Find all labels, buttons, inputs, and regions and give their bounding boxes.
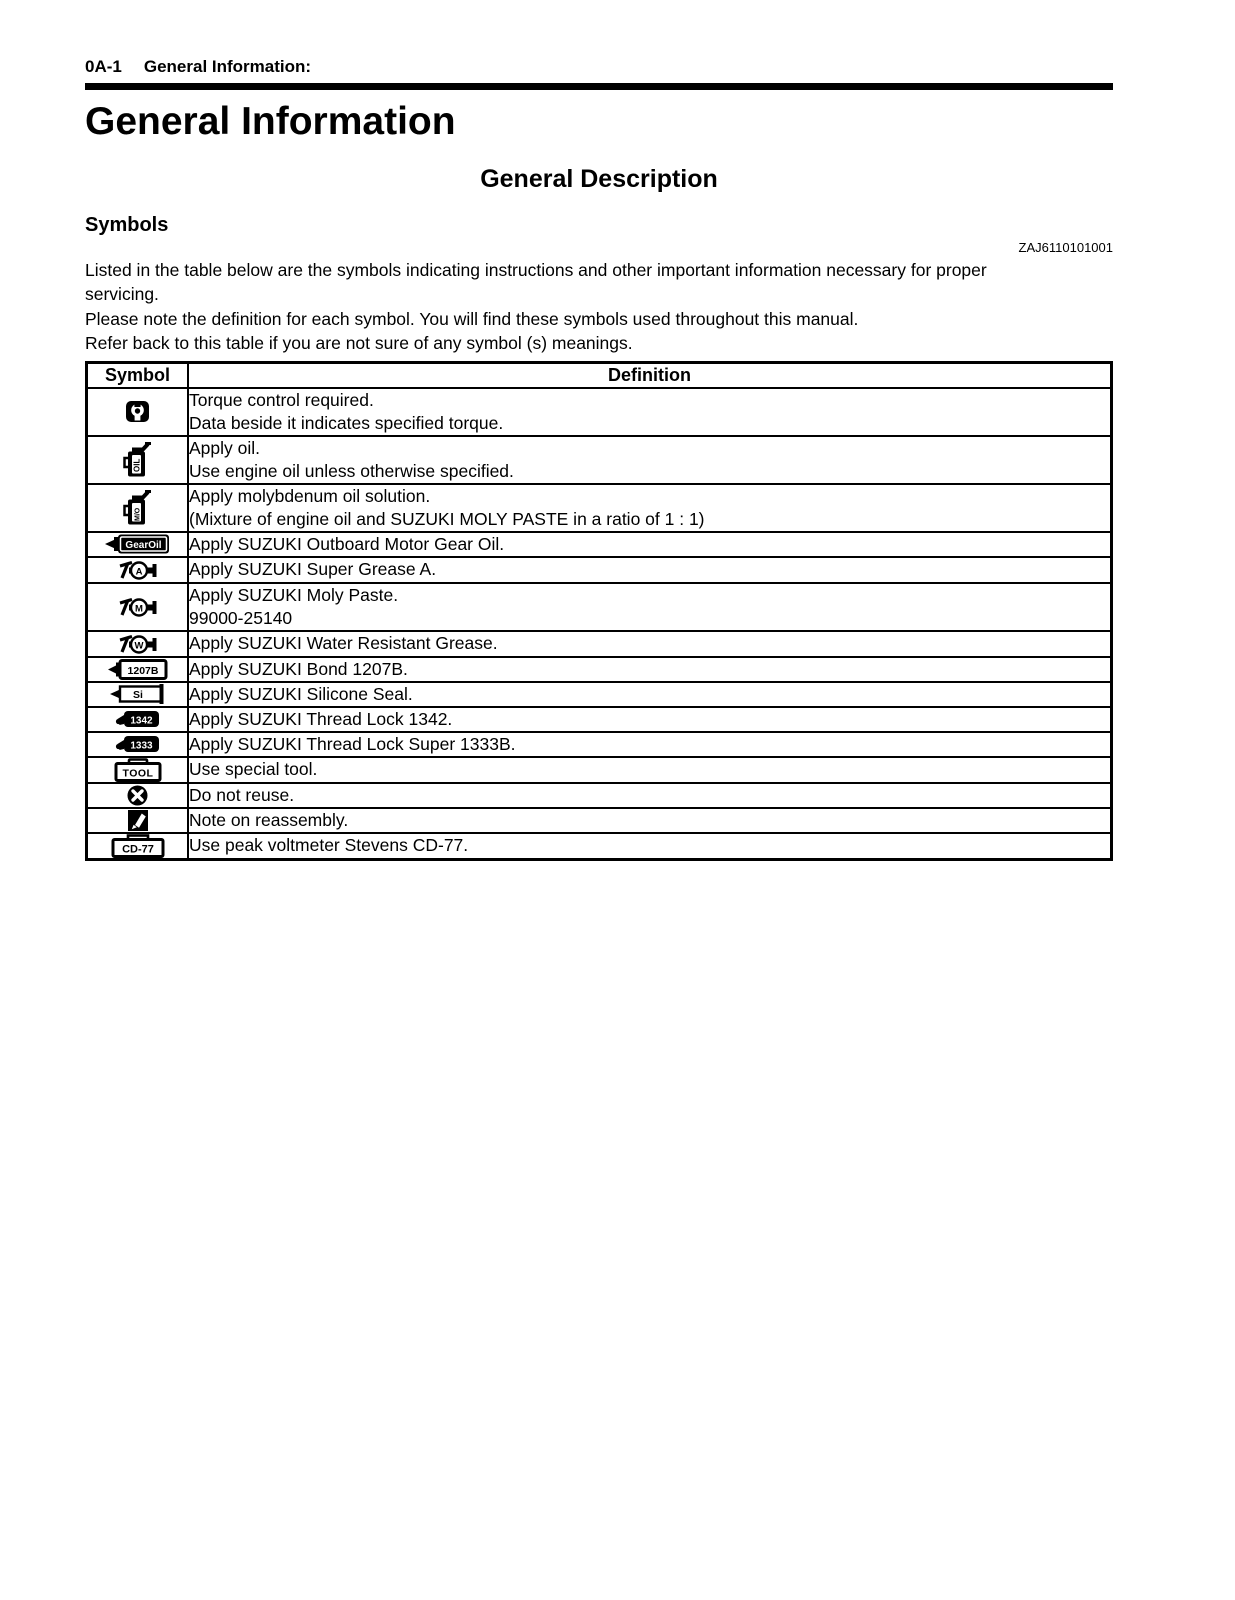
- symbol-cell: [87, 682, 189, 707]
- definition-cell: [188, 682, 1112, 707]
- symbol-cell: [87, 436, 189, 484]
- definition-line: Apply SUZUKI Moly Paste.: [189, 584, 399, 605]
- moly-oil-can-icon: [123, 489, 152, 526]
- definition-line: (Mixture of engine oil and SUZUKI MOLY PASTE in a ratio of 1 : 1): [189, 508, 705, 529]
- oil-can-icon: [123, 441, 152, 478]
- definition-cell: [188, 657, 1112, 682]
- definition-line: Use special tool.: [189, 759, 318, 780]
- symbol-cell: [87, 707, 189, 732]
- definition-cell: [188, 532, 1112, 557]
- definition-cell: [188, 388, 1112, 436]
- do-not-reuse-icon: [127, 785, 148, 806]
- page-title: General Information: [85, 100, 456, 143]
- definition-cell: [188, 783, 1112, 808]
- definition-line: Apply SUZUKI Super Grease A.: [189, 559, 437, 580]
- intro-line: Please note the definition for each symbol. You will find these symbols used throughout this manual.: [85, 308, 859, 329]
- intro-line: servicing.: [85, 284, 159, 305]
- symbol-cell: [87, 484, 189, 532]
- section-code: 0A-1: [85, 57, 122, 76]
- definition-line: Apply SUZUKI Thread Lock Super 1333B.: [189, 733, 516, 754]
- table-row: [87, 436, 1112, 484]
- thread-lock-1333-label: 1333: [129, 740, 153, 752]
- table-row: [87, 833, 1112, 860]
- definition-line: Torque control required.: [189, 389, 374, 410]
- definition-column-header: Definition: [188, 362, 1112, 388]
- gear-oil-label: GearOil: [124, 540, 162, 552]
- header-rule: [85, 83, 1113, 90]
- definition-cell: [188, 732, 1112, 757]
- thread-lock-1342-bottle-icon: [115, 709, 161, 729]
- definition-line: Use peak voltmeter Stevens CD-77.: [189, 835, 469, 856]
- gear-oil-tube-icon: [105, 534, 171, 554]
- symbol-cell: [87, 757, 189, 783]
- definition-line: Apply SUZUKI Water Resistant Grease.: [189, 633, 498, 654]
- symbol-cell: [87, 657, 189, 682]
- peak-voltmeter-cd77-icon: [111, 834, 165, 858]
- grease-gun-w-icon: [118, 632, 158, 656]
- definition-cell: [188, 436, 1112, 484]
- definition-line: Apply oil.: [189, 437, 261, 458]
- grease-gun-w-label: W: [134, 640, 143, 652]
- table-row: [87, 808, 1112, 833]
- definition-line: Apply SUZUKI Thread Lock 1342.: [189, 708, 453, 729]
- page-header: [85, 57, 1113, 77]
- definition-line: Data beside it indicates specified torque.: [189, 412, 504, 433]
- table-row: [87, 757, 1112, 783]
- bond-1207b-label: 1207B: [127, 664, 158, 677]
- symbol-cell: [87, 631, 189, 657]
- note-pencil-icon: [128, 810, 148, 831]
- symbol-cell: [87, 583, 189, 631]
- special-tool-box-icon: [114, 758, 162, 782]
- silicone-seal-tube-icon: [110, 684, 166, 704]
- table-row: [87, 631, 1112, 657]
- definition-line: Do not reuse.: [189, 784, 295, 805]
- definition-line: Note on reassembly.: [189, 809, 349, 830]
- section-title: General Information:: [143, 57, 312, 76]
- table-row: [87, 732, 1112, 757]
- definition-cell: [188, 808, 1112, 833]
- symbols-table: [85, 361, 1113, 861]
- table-row: [87, 484, 1112, 532]
- table-row: [87, 583, 1112, 631]
- definition-line: Apply SUZUKI Outboard Motor Gear Oil.: [189, 533, 505, 554]
- definition-line: Use engine oil unless otherwise specified.: [189, 460, 514, 481]
- symbol-cell: [87, 532, 189, 557]
- symbol-cell: [87, 783, 189, 808]
- special-tool-label: TOOL: [122, 767, 153, 780]
- reference-code: ZAJ6110101001: [1018, 239, 1113, 255]
- table-row: [87, 532, 1112, 557]
- oil-can-label: OIL: [132, 459, 142, 473]
- symbol-column-header: Symbol: [87, 362, 189, 388]
- peak-voltmeter-label: CD-77: [121, 843, 154, 856]
- torque-wrench-icon: [126, 401, 149, 422]
- intro-line: Listed in the table below are the symbols indicating instructions and other important information necessary for proper: [85, 259, 987, 280]
- table-row: [87, 707, 1112, 732]
- definition-line: Apply molybdenum oil solution.: [189, 485, 431, 506]
- definition-cell: [188, 583, 1112, 631]
- definition-line: 99000-25140: [189, 607, 293, 628]
- symbol-cell: [87, 833, 189, 860]
- symbol-cell: [87, 808, 189, 833]
- definition-cell: [188, 631, 1112, 657]
- definition-line: Apply SUZUKI Bond 1207B.: [189, 658, 408, 679]
- section-heading: General Description: [480, 164, 718, 193]
- table-row: [87, 783, 1112, 808]
- definition-cell: [188, 833, 1112, 860]
- silicone-seal-label: Si: [132, 689, 143, 702]
- intro-line: Refer back to this table if you are not sure of any symbol (s) meanings.: [85, 333, 633, 354]
- definition-cell: [188, 707, 1112, 732]
- symbol-cell: [87, 388, 189, 436]
- thread-lock-1342-label: 1342: [129, 715, 153, 727]
- definition-line: Apply SUZUKI Silicone Seal.: [189, 683, 413, 704]
- thread-lock-1333-bottle-icon: [115, 734, 161, 754]
- bond-1207b-tube-icon: [108, 659, 168, 680]
- table-row: [87, 682, 1112, 707]
- intro-paragraphs: [85, 258, 1113, 356]
- symbol-cell: [87, 732, 189, 757]
- definition-cell: [188, 484, 1112, 532]
- table-row: [87, 557, 1112, 583]
- table-row: [87, 657, 1112, 682]
- table-header-row: [87, 362, 1112, 388]
- definition-cell: [188, 757, 1112, 783]
- table-row: [87, 388, 1112, 436]
- grease-gun-m-label: M: [134, 603, 143, 615]
- grease-gun-m-icon: [118, 595, 158, 619]
- grease-gun-a-label: A: [135, 566, 142, 578]
- subsection-heading: Symbols: [85, 213, 169, 236]
- symbol-cell: [87, 557, 189, 583]
- grease-gun-a-icon: [118, 558, 158, 582]
- moly-oil-can-label: M/O: [134, 508, 142, 522]
- definition-cell: [188, 557, 1112, 583]
